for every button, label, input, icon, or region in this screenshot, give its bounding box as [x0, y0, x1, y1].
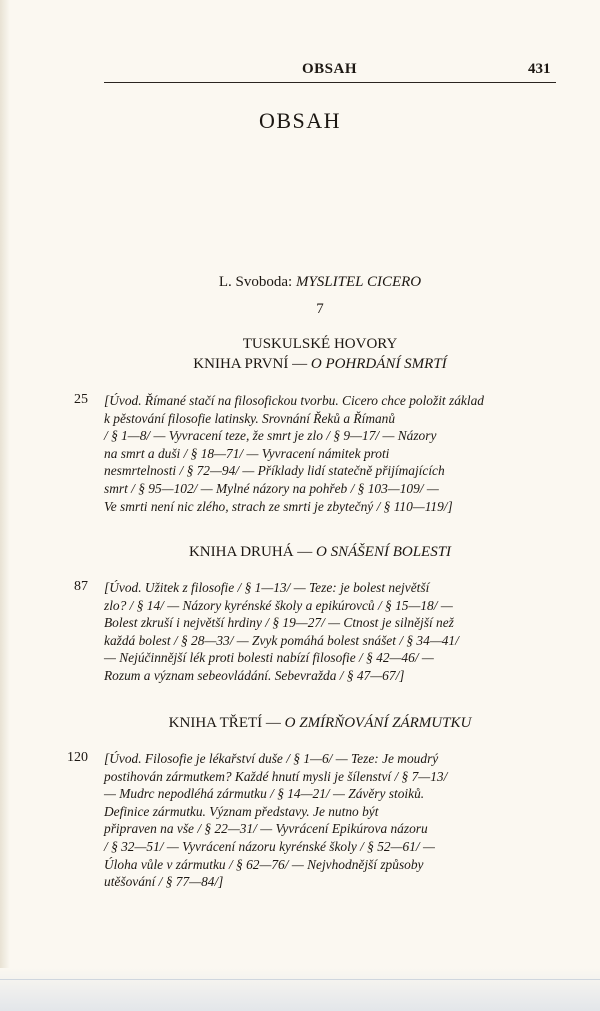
- entry-line: k pěstování filosofie latinsky. Srovnání Řeků a Římanů: [104, 410, 396, 426]
- entry-line: — Nejúčinnější lék proti bolesti nabízí filosofie / § 42—46/ —: [104, 650, 434, 666]
- entry-line: / § 32—51/ — Vyvrácení názoru kyrénské školy / § 52—61/ —: [104, 838, 435, 854]
- entry-line: připraven na vše / § 22—31/ — Vyvrácení Epikúrova názoru: [104, 821, 428, 837]
- entry-summary: [104, 750, 544, 891]
- entry-summary: [104, 392, 544, 515]
- entry-line: Bolest zkruší i největší hrdiny / § 19—27/ — Ctnost je silnější než: [104, 615, 454, 631]
- page-bottom-edge: [0, 979, 600, 980]
- book-heading: [80, 715, 560, 732]
- page-title: OBSAH: [258, 108, 342, 133]
- page-bottom-shade: [0, 968, 600, 1011]
- entry-page-number: 87: [74, 579, 88, 594]
- intro-essay-title: MYSLITEL CICERO: [295, 274, 422, 290]
- book-heading-label: KNIHA DRUHÁ: [188, 544, 294, 560]
- entry-line: na smrt a duši / § 18—71/ — Vyvracení námitek proti: [104, 445, 390, 461]
- entry-line: utěšování / § 77—84/]: [104, 874, 224, 890]
- header-rule: [104, 82, 556, 83]
- entry-line: / § 1—8/ — Vyvracení teze, že smrt je zlo / § 9—17/ — Názory: [104, 428, 437, 444]
- intro-line: [80, 274, 560, 291]
- book-heading-subtitle: O ZMÍRŇOVÁNÍ ZÁRMUTKU: [284, 715, 472, 731]
- entry-line: nesmrtelnosti / § 72—94/ — Příklady lidí statečně přijímajících: [104, 463, 445, 479]
- entry-summary: [104, 579, 544, 685]
- book-heading-label: KNIHA TŘETÍ: [168, 715, 263, 731]
- intro-author: L. Svoboda:: [218, 274, 293, 290]
- entry-line: [Úvod. Římané stačí na filosofickou tvorbu. Cicero chce položit základ: [104, 393, 484, 408]
- book-heading-dash: —: [297, 544, 313, 560]
- entry-page-number: 25: [74, 392, 88, 407]
- entry-line: Definice zármutku. Význam představy. Je nutno být: [104, 803, 379, 819]
- entry-page-number: 120: [67, 750, 88, 765]
- entry-line: zlo? / § 14/ — Názory kyrénské školy a epikúrovců / § 15—18/ —: [104, 597, 453, 613]
- entry-line: [Úvod. Filosofie je lékařství duše / § 1—6/ — Teze: Je moudrý: [104, 751, 439, 766]
- book-heading: [80, 356, 560, 373]
- book-heading-label: KNIHA PRVNÍ: [193, 356, 289, 372]
- entry-line: Ve smrti není nic zlého, strach ze smrti je zbytečný / § 110—119/]: [104, 498, 453, 514]
- book-heading-dash: —: [292, 356, 308, 372]
- entry-line: Úloha vůle v zármutku / § 62—76/ — Nejvhodnější způsoby: [104, 856, 424, 872]
- book-heading-subtitle: O POHRDÁNÍ SMRTÍ: [310, 356, 447, 372]
- entry-line: — Mudrc nepodléhá zármutku / § 14—21/ — Závěry stoiků.: [104, 786, 425, 802]
- entry-line: Rozum a význam sebeovládání. Sebevražda / § 47—67/]: [104, 667, 405, 683]
- book-heading-dash: —: [265, 715, 281, 731]
- book-heading: [80, 544, 560, 561]
- binding-shadow: [0, 0, 10, 1011]
- running-head-title: OBSAH: [302, 61, 358, 77]
- book-heading-subtitle: O SNÁŠENÍ BOLESTI: [316, 544, 452, 560]
- work-title: TUSKULSKÉ HOVORY: [242, 336, 398, 352]
- entry-line: [Úvod. Užitek z filosofie / § 1—13/ — Teze: je bolest největší: [104, 580, 430, 595]
- page-number: 431: [528, 61, 551, 77]
- entry-line: postihován zármutkem? Každé hnutí mysli je šílenství / § 7—13/: [104, 768, 448, 784]
- entry-line: smrt / § 95—102/ — Mylné názory na pohřeb / § 103—109/ —: [104, 480, 439, 496]
- intro-page: 7: [316, 301, 324, 317]
- entry-line: každá bolest / § 28—33/ — Zvyk pomáhá bolest snášet / § 34—41/: [104, 632, 459, 648]
